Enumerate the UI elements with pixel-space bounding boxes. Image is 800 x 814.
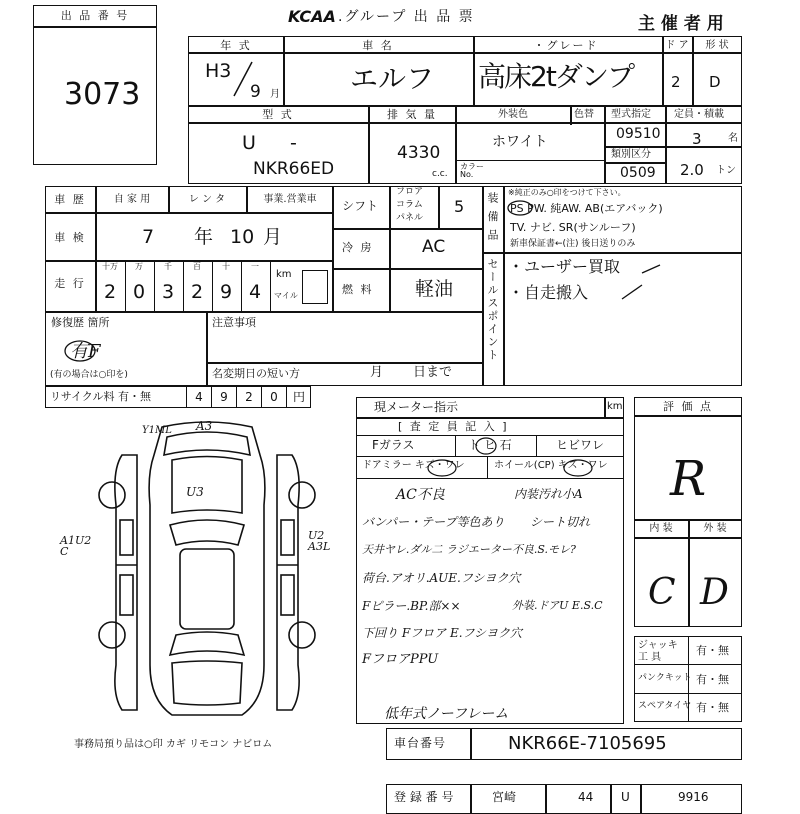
check-crack: ヒビワレ xyxy=(556,438,605,452)
repair-hint: (有の場合は○印を) xyxy=(50,370,128,380)
inspection-note-6: 荷台.アオリ.AUE.フシヨク穴 xyxy=(362,571,521,585)
mileage-digit: 2 xyxy=(190,281,204,303)
grade: 高床2tダンプ xyxy=(478,60,634,93)
interior-label: 内 装 xyxy=(649,523,673,534)
inspection-note-5: 天井ヤレ.ダル二 ラジエーター不良.S.モレ? xyxy=(362,543,576,556)
load: 2.0 xyxy=(680,161,704,179)
recycle-digit-grid: 4 9 2 0 円 xyxy=(186,386,311,408)
mileage-label: 走 行 xyxy=(54,277,86,290)
doors-label: ド ア xyxy=(665,40,689,51)
sales-point-label: セールスポイント xyxy=(486,258,499,362)
inspection-note-10: FフロアPPU xyxy=(362,652,439,667)
inspection-note-11: 低年式ノーフレーム xyxy=(384,706,509,722)
doors: 2 xyxy=(671,73,681,91)
meter-label: 現メーター指示 xyxy=(374,400,459,414)
meter-km-unit: km xyxy=(607,401,623,412)
car-name-label: 車 名 xyxy=(362,39,394,52)
diagram-mark-2: A3 xyxy=(196,419,213,433)
frame-number: NKR66E-7105695 xyxy=(508,733,667,754)
check-chip: ト ヒ 石 xyxy=(468,438,512,452)
inspection-note-2: 内装汚れ小A xyxy=(514,487,583,501)
check-door-mirror: ドアミラー キズ・ワレ xyxy=(362,460,465,471)
inspection-note-9: 下回り Fフロア E.フシヨク穴 xyxy=(362,626,523,640)
fuel-value: 軽油 xyxy=(415,278,454,300)
mileage-digit-grid: 十万 2 万 0 千 3 百 2 十 9 一 4 xyxy=(96,261,271,312)
diagram-mark-1: Y1ML xyxy=(142,425,172,436)
capacity-unit: 名 xyxy=(728,133,738,144)
organizer-label: 主 催 者 用 xyxy=(638,14,724,34)
diagram-mark-4: A1U2 C xyxy=(60,534,92,558)
inspection-note-8: 外装.ドアU E.S.C xyxy=(512,599,603,612)
grade-label: ・グレード xyxy=(533,39,599,52)
displacement-label: 排 気 量 xyxy=(387,108,437,121)
mile-checkbox xyxy=(302,270,328,304)
registration-number: 9916 xyxy=(678,790,709,804)
deadline-label: 名変期日の短い方 xyxy=(212,367,300,380)
exterior-grade: D xyxy=(700,572,729,613)
mileage-digit: 4 xyxy=(248,281,262,303)
model-label: 型 式 xyxy=(262,108,294,121)
displacement: 4330 xyxy=(397,143,441,163)
puncture-kit-label: パンクキット xyxy=(638,673,692,683)
registration-class: 44 xyxy=(578,790,594,804)
mileage-digit: 9 xyxy=(219,281,233,303)
spare-tire-label: スペアタイヤ xyxy=(638,701,692,711)
vehicle-damage-diagram xyxy=(92,415,322,735)
registration-label: 登 録 番 号 xyxy=(394,790,454,804)
km-label: km xyxy=(276,269,292,280)
inspection-note-1: AC不良 xyxy=(396,487,445,503)
equipment-line-2: TV. ナビ. SR(サンルーフ) xyxy=(510,221,636,234)
puncture-kit-option: 有・無 xyxy=(696,673,729,686)
inspection-note-3: バンパー・テープ等色あり xyxy=(362,515,505,529)
year-label: 年 式 xyxy=(220,39,252,52)
shape: D xyxy=(709,73,721,91)
equipment-line-1: PS PW. 純AW. AB(エアバック) xyxy=(510,202,663,215)
car-name: エルフ xyxy=(350,62,435,95)
spare-tire-option: 有・無 xyxy=(696,701,729,714)
sheet-title: .グループ 出 品 票 xyxy=(338,9,475,25)
jack-option: 有・無 xyxy=(696,644,729,657)
equipment-label: 装 備 品 xyxy=(486,192,499,242)
class-label: 類別区分 xyxy=(611,149,651,160)
diagram-mark-5: U2 A3L xyxy=(308,529,331,553)
notes-label: 注意事項 xyxy=(212,316,256,329)
lot-number: 3073 xyxy=(64,77,141,112)
diagram-mark-3: U3 xyxy=(186,485,204,499)
model-designation: 09510 xyxy=(616,126,661,142)
recycle-label: リサイクル料 有・無 xyxy=(50,390,151,403)
frame-number-label: 車台番号 xyxy=(394,736,447,750)
model-code: NKR66ED xyxy=(253,159,335,179)
inspection-circle-marks xyxy=(356,432,624,480)
registration-kana: U xyxy=(621,790,630,804)
month-unit: 月 xyxy=(270,89,280,100)
shift-option-floor: フロア xyxy=(396,187,424,197)
repair-value: 有F xyxy=(70,341,101,362)
model-designation-label: 型式指定 xyxy=(611,109,651,120)
deadline-month: 月 xyxy=(370,365,384,380)
repair-label: 修復歴 箇所 xyxy=(51,316,110,329)
inspection-month: 10 xyxy=(230,226,255,248)
equipment-note: ※純正のみ○印をつけて下さい。 xyxy=(508,188,626,197)
inspection-note-7: Fピラー.BP.部×× xyxy=(362,599,461,613)
history-label: 車 歴 xyxy=(54,193,86,206)
inspector-header: [ 査 定 員 記 入 ] xyxy=(398,420,509,433)
rating-score: R xyxy=(670,451,707,507)
ac-label: 冷 房 xyxy=(342,241,374,254)
private-use-label: 自 家 用 xyxy=(113,194,151,205)
inspection-year: 7 xyxy=(142,226,155,248)
capacity-label: 定員・積載 xyxy=(674,109,724,120)
color-no-label: カラー No. xyxy=(460,162,484,179)
mileage-digit: 0 xyxy=(132,281,146,303)
year-era: H3 xyxy=(205,60,232,82)
cc-unit: c.c. xyxy=(432,169,448,179)
rating-label: 評 価 点 xyxy=(663,400,713,413)
mileage-digit: 3 xyxy=(161,281,175,303)
mile-label: マイル xyxy=(274,291,298,300)
lot-number-label: 出 品 番 号 xyxy=(60,9,130,22)
year-month: 9 xyxy=(250,82,261,102)
fuel-label: 燃 料 xyxy=(342,283,374,296)
shift-label: シフト xyxy=(342,199,379,213)
inspection-year-unit: 年 xyxy=(194,226,214,248)
capacity: 3 xyxy=(692,130,702,148)
ac-value: AC xyxy=(422,237,446,257)
exterior-label: 外 装 xyxy=(703,523,727,534)
model-prefix: U - xyxy=(242,132,311,154)
business-use-label: 事業.営業車 xyxy=(263,194,317,205)
exterior-color: ホワイト xyxy=(492,134,548,150)
sales-point-2: ・自走搬入 xyxy=(508,283,589,302)
class-code: 0509 xyxy=(620,165,656,181)
shift-option-column: コラム xyxy=(396,200,423,210)
load-unit: トン xyxy=(716,165,736,176)
check-f-glass: Fガラス xyxy=(372,438,415,452)
inspection-note-4: シート切れ xyxy=(530,515,591,529)
equipment-line-3: 新車保証書←(注) 後日送りのみ xyxy=(510,239,636,249)
ps-circled-mark xyxy=(506,199,534,217)
deadline-day: 日まで xyxy=(413,365,453,380)
office-keys-note: 事務局預り品は○印 カギ リモコン ナビロム xyxy=(74,739,273,750)
mileage-digit: 2 xyxy=(103,281,117,303)
shift-value: 5 xyxy=(454,197,465,216)
inspection-month-unit: 月 xyxy=(263,226,283,248)
color-change-label: 色替 xyxy=(574,109,594,120)
rental-label: レ ン タ xyxy=(188,194,226,205)
shift-option-panel: パネル xyxy=(396,213,424,223)
sales-point-checkmarks xyxy=(620,255,750,305)
inspection-label: 車 検 xyxy=(54,231,86,244)
exterior-color-label: 外装色 xyxy=(498,109,528,120)
brand-logo: KCAA xyxy=(288,7,336,26)
registration-region: 宮崎 xyxy=(492,790,517,804)
sales-point-1: ・ユーザー買取 xyxy=(508,257,621,276)
shape-label: 形 状 xyxy=(705,40,729,51)
check-wheel: ホイール(CP) キズ・ワレ xyxy=(494,460,608,471)
interior-grade: C xyxy=(648,572,676,613)
repair-circle-mark xyxy=(63,339,97,363)
jack-label: ジャッキ 工 具 xyxy=(638,640,678,663)
